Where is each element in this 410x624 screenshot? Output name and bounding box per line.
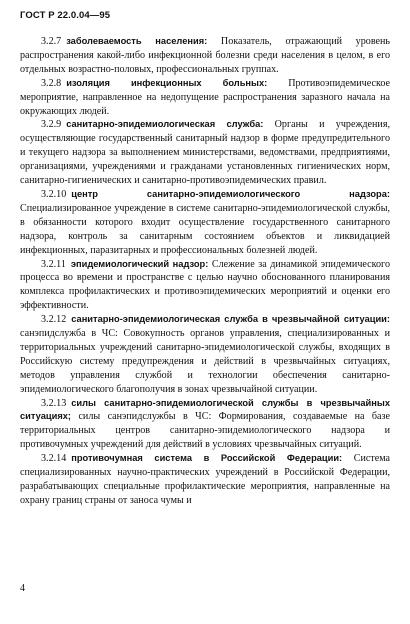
entry-term: санитарно-эпидемиологическая служба в чрезвычайной ситуации:	[71, 314, 390, 325]
entry-term: эпидемиологический надзор:	[70, 258, 209, 269]
entry-term: силы санитарно-эпидемиологической службы в чрезвычайных ситуациях;	[20, 397, 390, 422]
entry-text: Показатель, отражающий уровень распространения какой-либо инфекционной болезни среди населения в целом, в его отдельных возрастно-половых, профессиональных группах.	[20, 36, 391, 75]
entry-number: 3.2.12	[41, 314, 67, 326]
definition-entry-3-2-11	[20, 258, 390, 314]
document-header: ГОСТ Р 22.0.04—95	[20, 10, 111, 21]
entry-term: заболеваемость населения:	[66, 36, 208, 46]
entry-term: изоляция инфекционных больных:	[66, 77, 268, 88]
entry-number: 3.2.8	[41, 77, 62, 89]
entry-term: санитарно-эпидемиологическая служба:	[66, 119, 264, 130]
entry-term: центр санитарно-эпидемиологического надзора:	[71, 188, 390, 199]
entry-term: противочумная система в Российской Федерации:	[71, 453, 343, 464]
definition-entry-3-2-9	[20, 118, 390, 188]
entry-number: 3.2.13	[41, 397, 67, 409]
definition-entry-3-2-7	[20, 35, 390, 77]
definition-entry-3-2-13	[20, 397, 390, 453]
definition-entry-3-2-12	[20, 313, 390, 396]
entry-number: 3.2.10	[41, 188, 67, 200]
entry-number: 3.2.7	[41, 36, 62, 47]
definition-entry-3-2-8	[20, 77, 390, 119]
entry-number: 3.2.14	[41, 453, 67, 465]
definition-entry-3-2-10	[20, 188, 390, 258]
entry-text: Противоэпидемическое мероприятие, направленное на недопущение распространения заразного начала на окружающих людей.	[20, 77, 391, 117]
entry-number: 3.2.9	[41, 119, 62, 131]
definition-entry-3-2-14	[20, 452, 390, 508]
entry-text: санэпидслужба в ЧС: Совокупность органов управления, специализированных и территориальных учреждений санитарно-эпидемиологической службы, входящих в Российскую систему предупреждения и действий в чрезвычайных ситуациях, методов управления службой и технологии обеспечения санитарно-эпидемиологического благополучия в зонах чрезвычайной ситуации.	[20, 328, 390, 395]
page-number: 4	[20, 583, 25, 594]
entry-number: 3.2.11	[41, 258, 66, 270]
entry-text: Слежение за динамикой эпидемического процесса во времени и пространстве с целью научно обоснованного планирования комплекса профилактических и противоэпидемических мероприятий и оценки его эффективности.	[20, 258, 390, 312]
entry-text: силы санэпидслужбы в ЧС: Формирования, создаваемые на базе территориальных центров санитарно-эпидемиологического надзора и противочумных учреждений для действий в условиях чрезвычайных ситуаций.	[20, 411, 390, 451]
entry-text: Система специализированных научно-практических учреждений в Российской Федерации, разрабатывающих специальные профилактические мероприятия, направленные на охрану границ страны от заноса чумы и	[20, 453, 391, 506]
entry-text: Специализированное учреждение в системе санитарно-эпидемиологической службы, в обязанности которого входит осуществление государственного санитарного надзора, контроль за санитарным состоянием объектов и ликвидацией инфекционных, паразитарных и профессиональных болезней людей.	[20, 202, 390, 256]
entry-text: Органы и учреждения, осуществляющие государственный санитарный надзор в форме предупредительного и текущего надзора за выполнением министерствами, ведомствами, предприятиями, организациями, учреждениями и гражданами установленных гигиенических норм, санитарно-гигиенических и санитарно-противоэпидемических правил.	[20, 119, 390, 187]
